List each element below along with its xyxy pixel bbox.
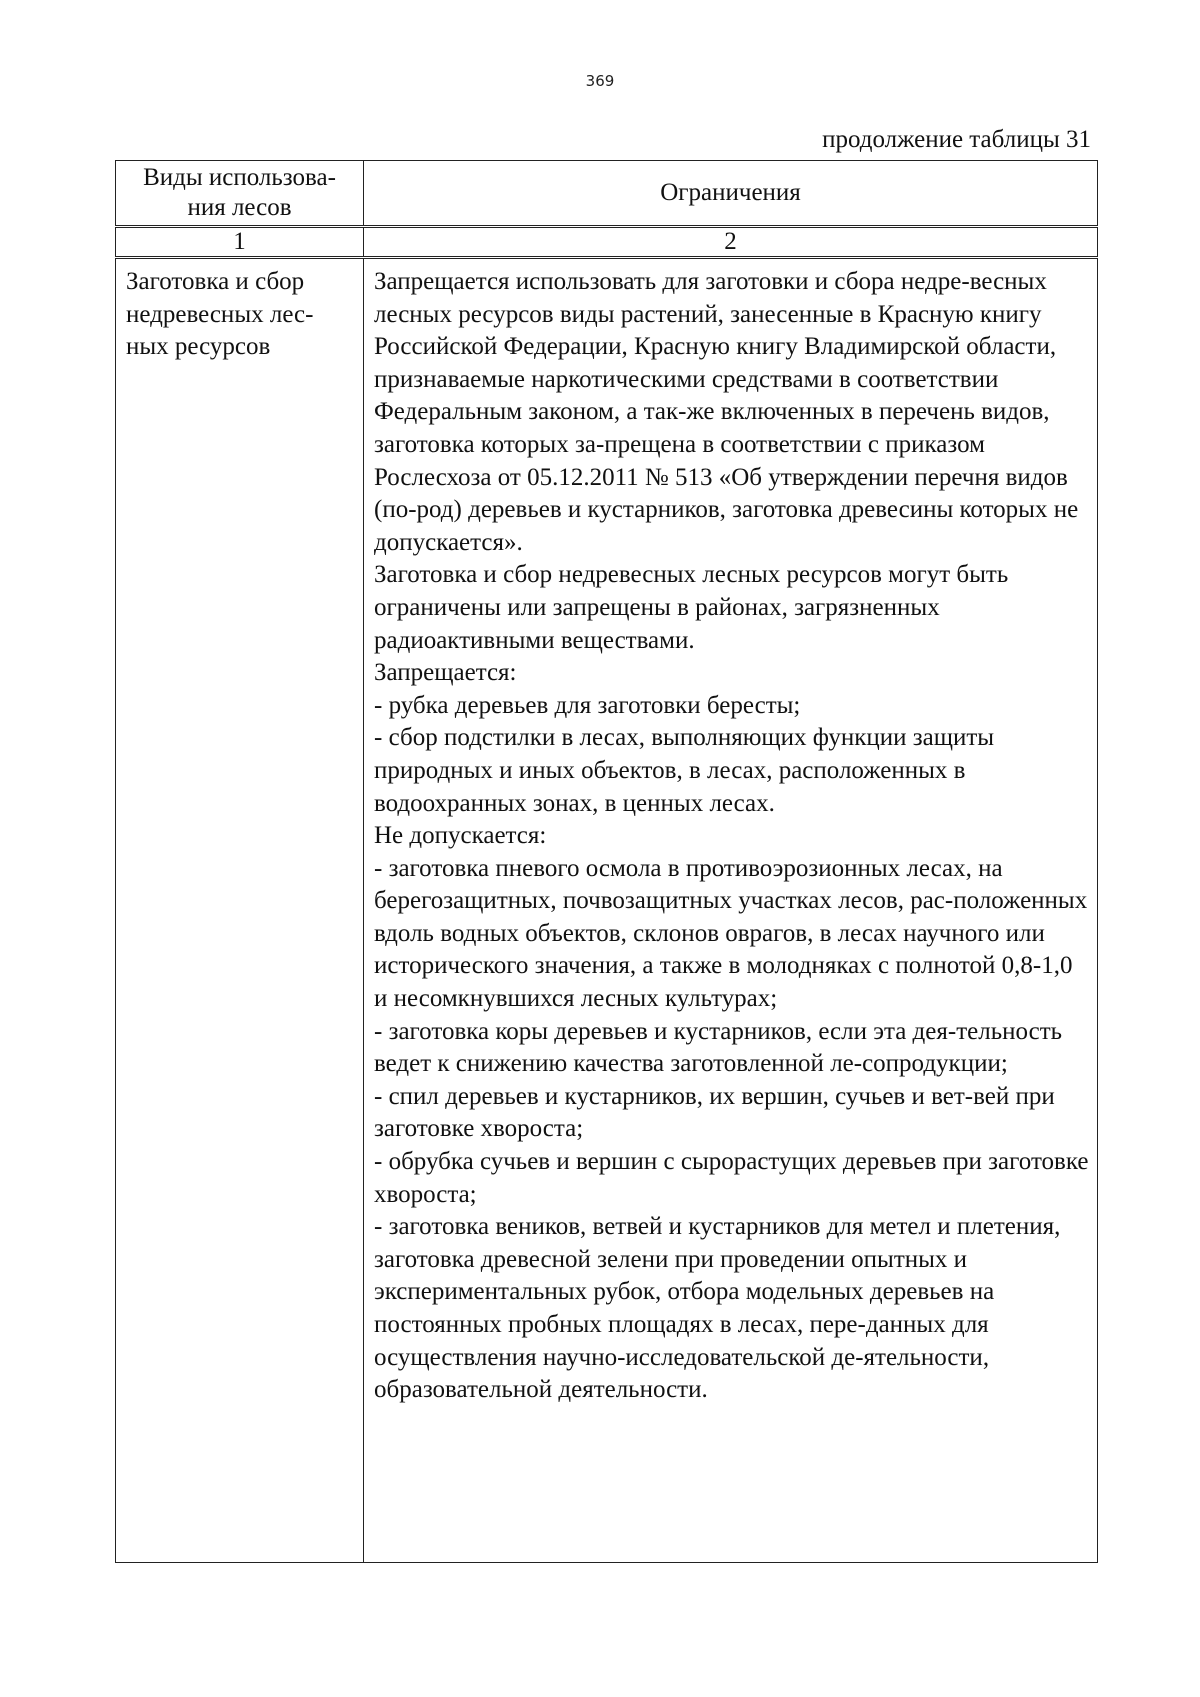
usage-type-cell bbox=[116, 258, 364, 1563]
column-number-row bbox=[116, 227, 1098, 258]
page-number: 369 bbox=[585, 72, 615, 90]
restriction-paragraph: - заготовка коры деревьев и кустарников, если эта дея-тельность ведет к снижению качества заготовленной ле-сопродукции; bbox=[374, 1017, 1063, 1078]
restriction-paragraph: - рубка деревьев для заготовки бересты; bbox=[374, 691, 801, 719]
table-continuation-label: продолжение таблицы 31 bbox=[822, 126, 1091, 153]
restriction-paragraph: Заготовка и сбор недревесных лесных ресурсов могут быть ограничены или запрещены в районах, загрязненных радиоактивными веществами. bbox=[374, 561, 1009, 654]
restriction-paragraph: - сбор подстилки в лесах, выполняющих функции защиты природных и иных объектов, в лесах, расположенных в водоохранных зонах, в ценных лесах. bbox=[374, 724, 995, 817]
restriction-paragraph: Запрещается использовать для заготовки и сбора недре-весных лесных ресурсов виды растений, занесенные в Красную книгу Российской Федерации, Красную книгу Владимирской области, признаваемые наркотическими средствами в соответствии Федеральным законом, а так-же включенных в перечень видов, заготовка которых за-прещена в соответствии с приказом Рослесхоза от 05.12.2011 № 513 «Об утверждении перечня видов (по-род) деревьев и кустарников, заготовка древесины которых не допускается». bbox=[374, 268, 1079, 556]
header-usage-type: Виды использова-ния лесов bbox=[116, 161, 364, 227]
restriction-paragraph: - обрубка сучьев и вершин с сырорастущих деревьев при заготовке хвороста; bbox=[374, 1148, 1089, 1208]
restriction-paragraph: - заготовка веников, ветвей и кустарников для метел и плетения, заготовка древесной зелени при проведении опытных и экспериментальных рубок, отбора модельных деревьев на постоянных пробных площадях в лесах, пере-данных для осуществления научно-исследовательской де-ятельности, образовательной деятельности. bbox=[374, 1213, 1061, 1404]
column-number-1: 1 bbox=[116, 227, 364, 258]
restriction-paragraph: Не допускается: bbox=[374, 822, 547, 850]
restrictions-table bbox=[115, 160, 1098, 1563]
header-restrictions: Ограничения bbox=[364, 161, 1098, 227]
usage-type-text: Заготовка и сбор недревесных лес-ных ресурсов bbox=[126, 268, 314, 361]
restriction-paragraph: Запрещается: bbox=[374, 659, 517, 687]
column-number-2: 2 bbox=[364, 227, 1098, 258]
table-header-row bbox=[116, 161, 1098, 227]
restriction-paragraph: - заготовка пневого осмола в противоэрозионных лесах, на берегозащитных, почвозащитных участках лесов, рас-положенных вдоль водных объектов, склонов оврагов, в лесах научного или исторического значения, а также в молодняках с полнотой 0,8-1,0 и несомкнувшихся лесных культурах; bbox=[374, 854, 1088, 1013]
restrictions-cell bbox=[364, 258, 1098, 1563]
restriction-paragraph: - спил деревьев и кустарников, их вершин, сучьев и вет-вей при заготовке хвороста; bbox=[374, 1082, 1055, 1143]
table-row bbox=[116, 258, 1098, 1563]
